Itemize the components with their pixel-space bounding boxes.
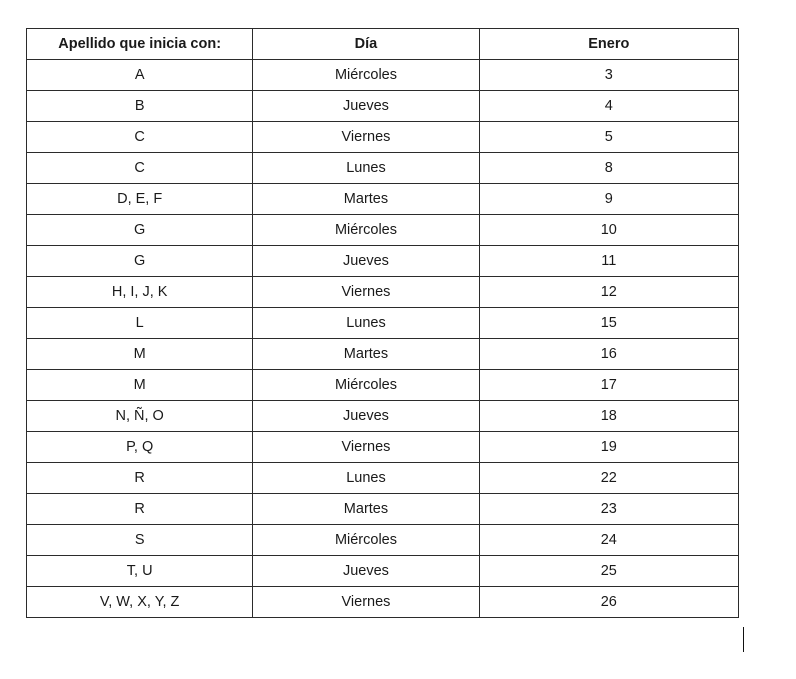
cell-fecha: 3	[479, 60, 738, 91]
table-row	[27, 587, 739, 618]
cell-apellido: P, Q	[27, 432, 253, 463]
cell-dia: Martes	[253, 184, 479, 215]
table-row	[27, 277, 739, 308]
cell-apellido: N, Ñ, O	[27, 401, 253, 432]
cell-dia: Martes	[253, 339, 479, 370]
cell-apellido: A	[27, 60, 253, 91]
cell-dia: Jueves	[253, 556, 479, 587]
cell-dia: Viernes	[253, 432, 479, 463]
table-row	[27, 370, 739, 401]
table-body	[27, 60, 739, 618]
table-row	[27, 215, 739, 246]
cell-fecha: 26	[479, 587, 738, 618]
cell-dia: Miércoles	[253, 370, 479, 401]
table-row	[27, 91, 739, 122]
cell-apellido: R	[27, 463, 253, 494]
table-row	[27, 308, 739, 339]
cell-apellido: R	[27, 494, 253, 525]
table-row	[27, 556, 739, 587]
cell-dia: Jueves	[253, 246, 479, 277]
cell-apellido: C	[27, 122, 253, 153]
header-dia: Día	[253, 29, 479, 60]
cell-fecha: 23	[479, 494, 738, 525]
cell-fecha: 25	[479, 556, 738, 587]
cell-fecha: 11	[479, 246, 738, 277]
cell-fecha: 15	[479, 308, 738, 339]
cell-apellido: M	[27, 339, 253, 370]
cell-dia: Viernes	[253, 587, 479, 618]
text-cursor	[743, 627, 744, 652]
table-row	[27, 494, 739, 525]
cell-apellido: H, I, J, K	[27, 277, 253, 308]
cell-dia: Miércoles	[253, 525, 479, 556]
cell-dia: Lunes	[253, 153, 479, 184]
cell-fecha: 16	[479, 339, 738, 370]
cell-fecha: 12	[479, 277, 738, 308]
table-row	[27, 153, 739, 184]
table-row	[27, 60, 739, 91]
cell-fecha: 17	[479, 370, 738, 401]
cell-dia: Jueves	[253, 91, 479, 122]
cell-apellido: G	[27, 246, 253, 277]
cell-fecha: 18	[479, 401, 738, 432]
cell-dia: Viernes	[253, 122, 479, 153]
cell-dia: Miércoles	[253, 60, 479, 91]
header-row	[27, 29, 739, 60]
cell-fecha: 9	[479, 184, 738, 215]
cell-apellido: G	[27, 215, 253, 246]
cell-fecha: 5	[479, 122, 738, 153]
table-row	[27, 339, 739, 370]
table-header	[27, 29, 739, 60]
cell-fecha: 8	[479, 153, 738, 184]
cell-apellido: S	[27, 525, 253, 556]
schedule-table	[26, 28, 739, 618]
cell-apellido: C	[27, 153, 253, 184]
table-row	[27, 246, 739, 277]
cell-apellido: T, U	[27, 556, 253, 587]
cell-dia: Martes	[253, 494, 479, 525]
cell-fecha: 4	[479, 91, 738, 122]
table-row	[27, 184, 739, 215]
header-apellido: Apellido que inicia con:	[27, 29, 253, 60]
table-row	[27, 122, 739, 153]
cell-apellido: M	[27, 370, 253, 401]
cell-dia: Lunes	[253, 308, 479, 339]
cell-dia: Viernes	[253, 277, 479, 308]
cell-fecha: 24	[479, 525, 738, 556]
cell-fecha: 22	[479, 463, 738, 494]
table-row	[27, 463, 739, 494]
cell-fecha: 10	[479, 215, 738, 246]
cell-apellido: D, E, F	[27, 184, 253, 215]
cell-apellido: B	[27, 91, 253, 122]
cell-fecha: 19	[479, 432, 738, 463]
table-row	[27, 401, 739, 432]
table-row	[27, 525, 739, 556]
cell-dia: Miércoles	[253, 215, 479, 246]
table-row	[27, 432, 739, 463]
cell-apellido: V, W, X, Y, Z	[27, 587, 253, 618]
header-enero: Enero	[479, 29, 738, 60]
cell-dia: Lunes	[253, 463, 479, 494]
cell-apellido: L	[27, 308, 253, 339]
cell-dia: Jueves	[253, 401, 479, 432]
